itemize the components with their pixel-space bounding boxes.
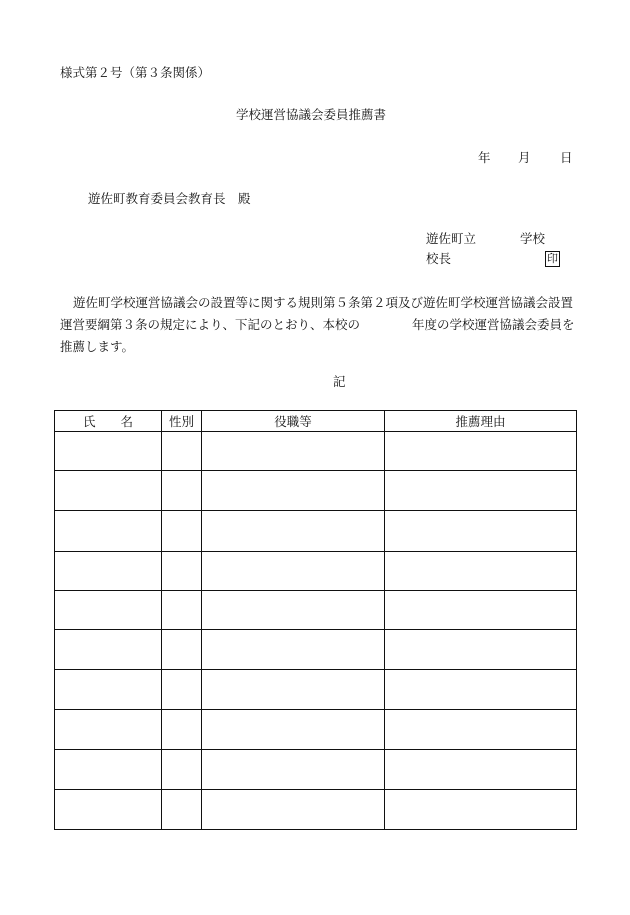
table-row [55, 790, 577, 830]
cell-name[interactable] [55, 710, 162, 750]
cell-gender[interactable] [162, 511, 202, 552]
principal-label: 校長 [426, 251, 452, 266]
cell-gender[interactable] [162, 591, 202, 630]
table-row [55, 552, 577, 591]
header-name: 氏 名 [55, 411, 162, 432]
table-row [55, 471, 577, 511]
table-row [55, 750, 577, 790]
cell-reason[interactable] [385, 591, 577, 630]
cell-gender[interactable] [162, 630, 202, 670]
table-row [55, 670, 577, 710]
cell-gender[interactable] [162, 790, 202, 830]
cell-name[interactable] [55, 790, 162, 830]
cell-position[interactable] [202, 790, 385, 830]
cell-position[interactable] [202, 511, 385, 552]
cell-reason[interactable] [385, 552, 577, 591]
cell-name[interactable] [55, 670, 162, 710]
cell-gender[interactable] [162, 710, 202, 750]
note-label: 記 [333, 374, 346, 389]
addressee: 遊佐町教育委員会教育長 殿 [88, 191, 251, 206]
form-number: 様式第２号（第３条関係） [60, 65, 211, 80]
cell-name[interactable] [55, 552, 162, 591]
body-text-part1: 遊佐町学校運営協議会の設置等に関する規則第５条第２項及び遊佐町学校運営協議会設置運営要綱第３条の規定により、下記のとおり、本校の [60, 295, 574, 332]
seal-mark [545, 251, 560, 267]
table-row [55, 630, 577, 670]
cell-name[interactable] [55, 511, 162, 552]
seal-text: 印 [547, 252, 558, 265]
table-row [55, 591, 577, 630]
cell-gender[interactable] [162, 432, 202, 471]
cell-name[interactable] [55, 750, 162, 790]
date-year-label: 年 [478, 150, 491, 165]
cell-name[interactable] [55, 630, 162, 670]
date-month-label: 月 [518, 150, 531, 165]
cell-reason[interactable] [385, 511, 577, 552]
cell-gender[interactable] [162, 750, 202, 790]
cell-name[interactable] [55, 471, 162, 511]
header-position: 役職等 [202, 411, 385, 432]
cell-reason[interactable] [385, 670, 577, 710]
body-paragraph [60, 292, 580, 358]
cell-position[interactable] [202, 591, 385, 630]
table-row [55, 710, 577, 750]
cell-gender[interactable] [162, 471, 202, 511]
table-header-row [55, 411, 577, 432]
header-gender: 性別 [162, 411, 202, 432]
cell-name[interactable] [55, 591, 162, 630]
school-suffix: 学校 [520, 231, 546, 246]
cell-position[interactable] [202, 670, 385, 710]
cell-gender[interactable] [162, 552, 202, 591]
body-text-part2: 年度の学校運営協議会委員を推薦します。 [60, 317, 575, 354]
cell-position[interactable] [202, 552, 385, 591]
cell-reason[interactable] [385, 432, 577, 471]
cell-name[interactable] [55, 432, 162, 471]
cell-position[interactable] [202, 432, 385, 471]
cell-position[interactable] [202, 630, 385, 670]
date-day-label: 日 [560, 150, 573, 165]
table-row [55, 511, 577, 552]
table-row [55, 432, 577, 471]
cell-position[interactable] [202, 710, 385, 750]
header-reason: 推薦理由 [385, 411, 577, 432]
cell-position[interactable] [202, 750, 385, 790]
document-title: 学校運営協議会委員推薦書 [236, 107, 387, 122]
cell-reason[interactable] [385, 710, 577, 750]
cell-position[interactable] [202, 471, 385, 511]
cell-reason[interactable] [385, 471, 577, 511]
candidate-table [54, 410, 577, 830]
cell-reason[interactable] [385, 750, 577, 790]
cell-reason[interactable] [385, 790, 577, 830]
school-prefix: 遊佐町立 [426, 231, 477, 246]
cell-reason[interactable] [385, 630, 577, 670]
cell-gender[interactable] [162, 670, 202, 710]
